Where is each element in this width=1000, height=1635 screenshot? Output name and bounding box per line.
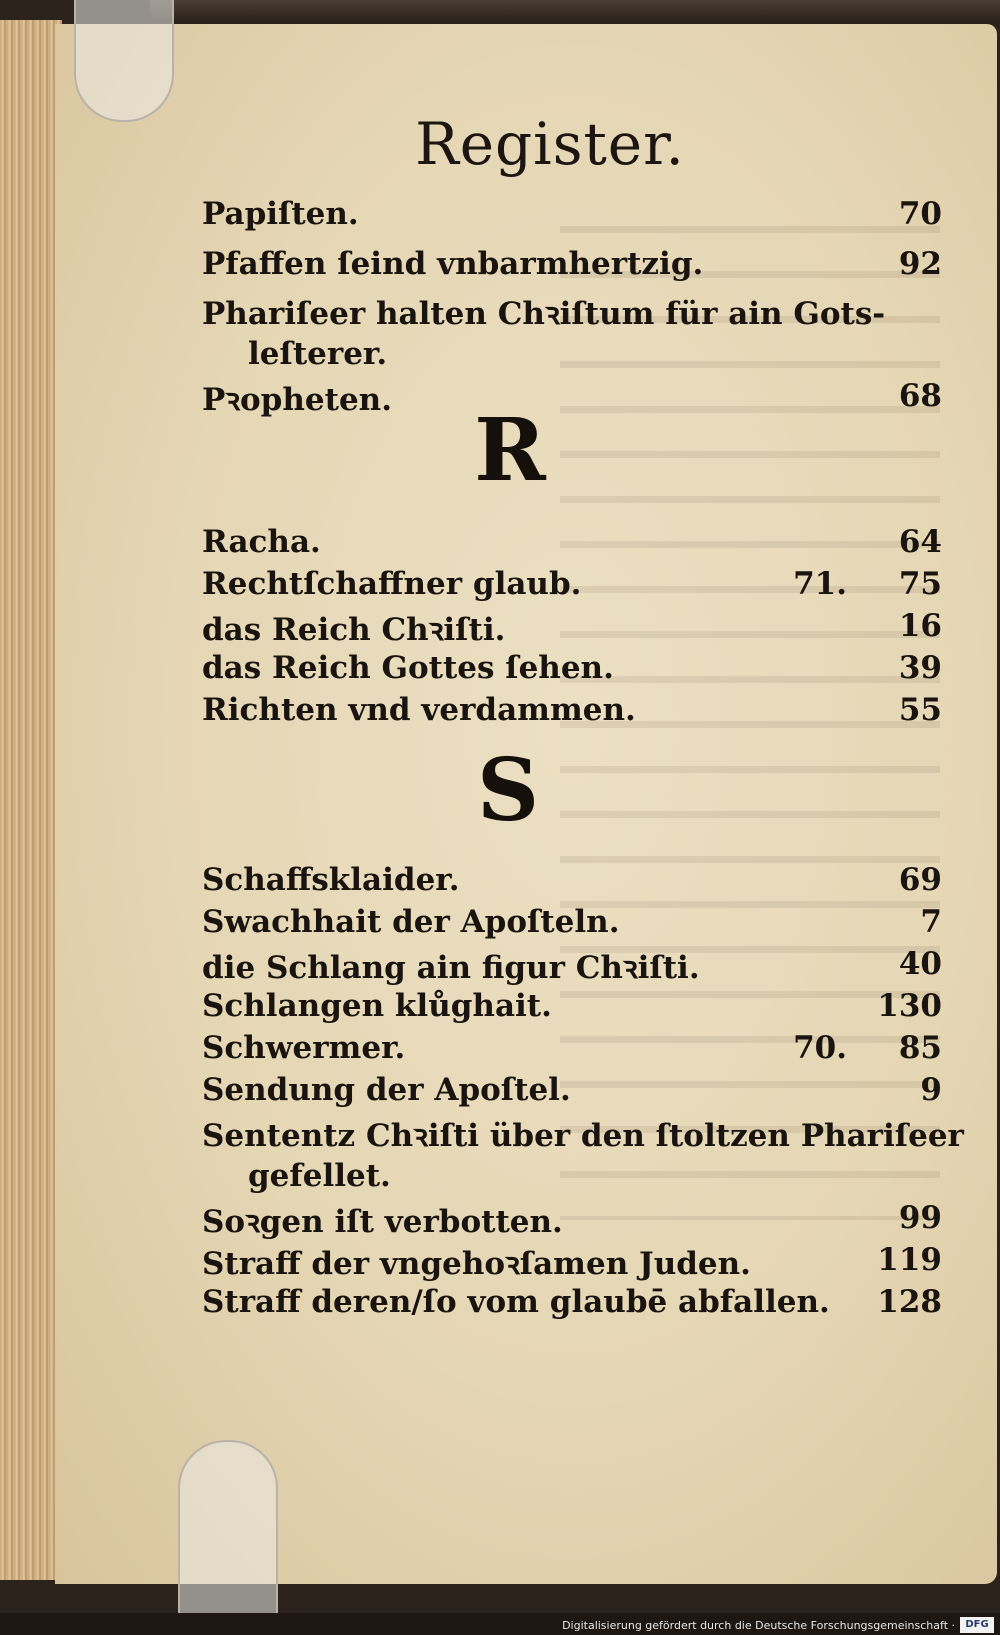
entry-page-ref: 39 xyxy=(898,650,942,686)
entry-term: das Reich Gottes ſehen. xyxy=(202,650,614,686)
entry-term: Schlangen klůghait. xyxy=(202,988,552,1024)
entry-page-ref: 119 xyxy=(877,1242,942,1278)
page-clip-top xyxy=(74,0,174,122)
entry-term: Pꝛopheten. xyxy=(202,382,392,418)
entry-term: Schaffsklaider. xyxy=(202,862,460,898)
footer-credit: Digitalisierung gefördert durch die Deutsche Forschungsgemeinschaft · xyxy=(562,1619,955,1632)
entry-page-ref: 70 xyxy=(898,196,942,232)
entry-term: die Schlang ain figur Chꝛiſti. xyxy=(202,950,700,986)
page-edges xyxy=(0,20,62,1580)
entry-term: Phariſeer halten Chꝛiſtum für ain Gots- xyxy=(202,296,886,332)
entry-page-ref: 99 xyxy=(898,1200,942,1236)
entry-page-ref: 16 xyxy=(898,608,942,644)
digitization-footer xyxy=(0,1613,1000,1635)
entry-term: Pfaffen ſeind vnbarmhertzig. xyxy=(202,246,704,282)
entry-term: Sendung der Apoſtel. xyxy=(202,1072,571,1108)
book-top-edge xyxy=(150,0,1000,20)
entry-continuation: leſterer. xyxy=(248,336,388,372)
entry-page-ref: 40 xyxy=(898,946,942,982)
entry-page-ref: 69 xyxy=(898,862,942,898)
entry-term: Straff deren/ſo vom glaubē abfallen. xyxy=(202,1284,830,1320)
page-clip-bottom xyxy=(178,1440,278,1624)
entry-page-ref: 75 xyxy=(898,566,942,602)
entry-continuation: gefellet. xyxy=(248,1158,391,1194)
entry-page-ref-extra: 71. xyxy=(793,566,847,602)
entry-page-ref-extra: 70. xyxy=(793,1030,847,1066)
entry-term: Papiſten. xyxy=(202,196,359,232)
entry-page-ref: 85 xyxy=(898,1030,942,1066)
dfg-logo: DFG xyxy=(960,1617,994,1633)
entry-term: Schwermer. xyxy=(202,1030,406,1066)
section-initial: R xyxy=(474,400,546,501)
entry-page-ref: 68 xyxy=(898,378,942,414)
entry-term: Straff der vngehoꝛſamen Juden. xyxy=(202,1246,751,1282)
entry-page-ref: 130 xyxy=(877,988,942,1024)
entry-term: Sententz Chꝛiſti über den ſtoltzen Phariſeer xyxy=(202,1118,964,1154)
entry-page-ref: 9 xyxy=(920,1072,942,1108)
entry-term: das Reich Chꝛiſti. xyxy=(202,612,506,648)
entry-term: Richten vnd verdammen. xyxy=(202,692,636,728)
entry-page-ref: 128 xyxy=(877,1284,942,1320)
entry-page-ref: 92 xyxy=(898,246,942,282)
section-initial: S xyxy=(476,740,540,841)
entry-term: Rechtſchaffner glaub. xyxy=(202,566,582,602)
entry-page-ref: 7 xyxy=(920,904,942,940)
entry-page-ref: 55 xyxy=(898,692,942,728)
entry-page-ref: 64 xyxy=(898,524,942,560)
entry-term: Swachhait der Apoſteln. xyxy=(202,904,620,940)
entry-term: Soꝛgen iſt verbotten. xyxy=(202,1204,563,1240)
page-title: Register. xyxy=(415,110,685,178)
entry-term: Racha. xyxy=(202,524,321,560)
